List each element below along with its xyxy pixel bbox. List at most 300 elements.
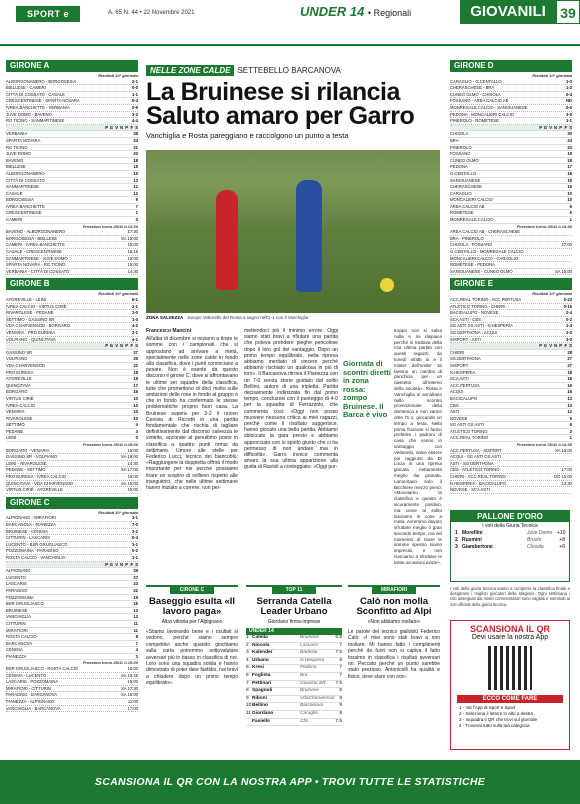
team: VDA CHARVENSOD bbox=[6, 362, 46, 368]
photo-caption: ZONA SALVEZZA Jacopo Vettorello del Rosta a segno nell'1-1 con il Vanchiglia bbox=[146, 315, 309, 320]
standing-row bbox=[450, 151, 572, 158]
player-vote: 9 bbox=[339, 703, 342, 709]
time: 11:00 bbox=[127, 699, 138, 705]
result-row bbox=[6, 98, 138, 105]
result-row bbox=[6, 79, 138, 86]
result-row bbox=[450, 112, 572, 119]
player-club: N.Hesperia bbox=[300, 657, 324, 663]
player-name: Kresi bbox=[252, 665, 264, 671]
team: IVREA CALCIO bbox=[6, 402, 36, 408]
article-byline: Francesco Mancini bbox=[146, 328, 192, 334]
time: 15:00 bbox=[127, 487, 138, 493]
match: BRUINESE - CENISIA bbox=[6, 528, 48, 534]
match: MONCALIERI CALCIO - CARAGLIO bbox=[450, 255, 519, 261]
score: 2-1 bbox=[131, 78, 138, 84]
points: 0 bbox=[135, 217, 138, 223]
time: SA 18:00 bbox=[121, 454, 138, 460]
team: GASSINO SR bbox=[6, 349, 33, 355]
match: SANGIUANESE - CUNEO OLMO bbox=[450, 268, 513, 274]
standing-row bbox=[6, 429, 138, 436]
match: SPARTA NOVARA - RG TICINO bbox=[6, 262, 66, 268]
team: SPARTA NOVARA bbox=[6, 137, 41, 143]
match: PEDONA - MONCALIERI CALCIO bbox=[450, 111, 514, 117]
player-name: Bellino bbox=[252, 703, 268, 709]
section-band: GIOVANILI bbox=[460, 0, 556, 24]
match: BORGARO - VENARIA bbox=[6, 447, 50, 453]
result-row bbox=[6, 515, 138, 522]
next-row bbox=[6, 686, 138, 693]
standing-row bbox=[6, 654, 138, 661]
match: LUCENTO - BSR GRUGLIASCO bbox=[6, 541, 68, 547]
points: 18 bbox=[567, 369, 572, 375]
match: SG ASTI GS ASTI - N.HESPERIA bbox=[450, 323, 513, 329]
top11-row: 6 Foglista Bra 7 bbox=[246, 673, 342, 681]
time: 18:15 bbox=[127, 249, 138, 255]
standing-row bbox=[6, 416, 138, 423]
qr-step: 4 - Troverai tutto sulla tua categoria bbox=[459, 723, 530, 728]
points: 11 bbox=[133, 620, 138, 626]
results-heading: Risultati 10ª giornata bbox=[98, 509, 138, 515]
time: 15:00 bbox=[127, 679, 138, 685]
points: 10 bbox=[567, 190, 572, 196]
points: 4 bbox=[135, 422, 138, 428]
standing-row bbox=[6, 621, 138, 628]
score: 2-1 bbox=[131, 303, 138, 309]
team: BRUINESE bbox=[6, 607, 28, 613]
points: 24 bbox=[133, 137, 138, 143]
match: CITTURIN - LASCARIS bbox=[6, 535, 50, 541]
time: SA 18:00 bbox=[121, 235, 138, 241]
next-row bbox=[6, 706, 138, 713]
result-row bbox=[450, 79, 572, 86]
result-row bbox=[6, 304, 138, 311]
standing-row bbox=[6, 608, 138, 615]
player-name: Spagnoli bbox=[252, 688, 273, 694]
masthead-logo: SPORT e STORY bbox=[16, 6, 80, 22]
standing-row bbox=[6, 138, 138, 145]
match: CBS - ATLETICO TORINO bbox=[450, 467, 500, 473]
standing-row bbox=[6, 171, 138, 178]
points: 16 bbox=[133, 601, 138, 607]
points: 22 bbox=[133, 362, 138, 368]
points: 16 bbox=[567, 382, 572, 388]
time: DO 15:00 bbox=[554, 474, 572, 480]
next-row bbox=[6, 692, 138, 699]
player-vote: 7 bbox=[339, 642, 342, 648]
points: 1 bbox=[135, 210, 138, 216]
player-vote: 7 bbox=[339, 672, 342, 678]
next-row bbox=[450, 454, 572, 461]
player-club: Brushi bbox=[527, 537, 542, 543]
next-row bbox=[450, 448, 572, 455]
match: NOVESE - SCA ASTI bbox=[450, 487, 490, 493]
score: ND bbox=[565, 98, 572, 104]
match: CITTÀ DI COSSATO - CASALE bbox=[6, 91, 65, 97]
standing-row bbox=[450, 217, 572, 224]
result-row bbox=[450, 105, 572, 112]
score: 1-2 bbox=[565, 85, 572, 91]
team: ACC.PERTUSA bbox=[450, 382, 480, 388]
score: 2-0 bbox=[131, 310, 138, 316]
points: 13 bbox=[133, 177, 138, 183]
player-score: +6 bbox=[559, 544, 565, 550]
points: 23 bbox=[133, 581, 138, 587]
box-girone-c: CIRONE C Baseggio esulta «Il lavoro paga» Altra vittoria per l'Alpignano «Stiamo lavorando bene e i risultati si vedono, perché siamo sempre competitivi anche quando giochiamo sulla carta potremmo sottovalutare avversari più in basso in classifica di noi. Loro sono una squadra solida e hanno dimostrato di poter dare fastidio, noi bravi a chiudere dopo un primo tempo equilibrato». bbox=[146, 585, 238, 755]
team: SG ASTI GS ASTI bbox=[450, 422, 484, 428]
result-row bbox=[6, 118, 138, 125]
next-row bbox=[6, 467, 138, 474]
top11-row: 9 Riboni VdaCharvensod 8 bbox=[246, 696, 342, 704]
article-col-3: troppo non si salva nulla e mi dispiace perché si trattava della mia ultima partita con questi ragazzi, da lunedì infatti io e il mister dell'under 15 faremo un cambio di panchina per un riassetto all'interno della società». Rosta e Vanchiglia si annullano nello scontro promozionale della domenica e non vanno oltre l'1-1, giocando un tempo a testa. Nella prima frazione si fanno preferire i padroni di casa che vanno in vantaggio con Vettorello, salvo essere poi raggiunti da Di Lucia in una ripresa giocata nettamente meglio dai granata. Lamentano solo il Bicchiere mezzo pieno: «Muoviamo la classifica e questo è sicuramente positivo, ma come al solito lasciamo le cose a metà. Avremmo dovuto sfruttare meglio il gran secondo tempo, ma nel momento di tirare le somme spesso siamo imprecisi, e non riusciamo a sfruttare le tante occasioni avute». bbox=[394, 328, 442, 565]
standing-row bbox=[6, 581, 138, 588]
player-name: Fasiello bbox=[252, 718, 270, 724]
match: BACIGALUPO - NOVESE bbox=[450, 310, 499, 316]
score: 3-2 bbox=[131, 111, 138, 117]
team: CASALE bbox=[6, 190, 23, 196]
match: CUNEO OLMO - CHISOLA bbox=[450, 91, 501, 97]
results-heading: Risultati 10ª giornata bbox=[532, 73, 572, 78]
time: SA 15:00 bbox=[555, 268, 572, 274]
match: JUVE DOMO - BAVENO bbox=[6, 111, 52, 117]
result-row bbox=[6, 535, 138, 542]
top11-row: 7 Pettinari Gassino SR 7.5 bbox=[246, 681, 342, 689]
points: 27 bbox=[567, 362, 572, 368]
points: 28 bbox=[133, 131, 138, 137]
match: ASTI - SG DERTHONA bbox=[450, 460, 494, 466]
points: 15 bbox=[133, 170, 138, 176]
points: 28 bbox=[567, 349, 572, 355]
next-row bbox=[450, 256, 572, 263]
time: SA 17:00 bbox=[121, 467, 138, 473]
match: ROSTA CALCIO - VANCHIGLIA bbox=[6, 554, 66, 560]
match: VENARIA - PRO EUREKA bbox=[6, 329, 56, 335]
gironeE-title: GIRONE E bbox=[450, 278, 572, 290]
team: ALBORGONANERO bbox=[6, 170, 45, 176]
score: 0-9 bbox=[131, 104, 138, 110]
team: RG TICINO bbox=[6, 144, 28, 150]
standing-row bbox=[450, 204, 572, 211]
standing-row bbox=[6, 356, 138, 363]
match: VDA CHARVENSOD - BORGARO bbox=[6, 323, 71, 329]
player-name: Pettinari bbox=[252, 680, 272, 686]
time: 17:00 bbox=[561, 467, 572, 473]
match: PINEROLO - ROMETESE bbox=[450, 118, 499, 124]
next-row bbox=[6, 242, 138, 249]
standing-row bbox=[450, 164, 572, 171]
standings-header: P G V N P F S bbox=[450, 343, 572, 350]
next-row bbox=[450, 242, 572, 249]
match: SG DERTHONA - ACQUI bbox=[450, 329, 498, 335]
result-row bbox=[450, 310, 572, 317]
result-row bbox=[6, 337, 138, 344]
points: 18 bbox=[133, 369, 138, 375]
ball-figure bbox=[380, 278, 394, 292]
points: 29 bbox=[133, 568, 138, 574]
points: 13 bbox=[133, 614, 138, 620]
standing-row bbox=[450, 210, 572, 217]
next-row bbox=[6, 229, 138, 236]
article-header bbox=[146, 60, 440, 140]
time: 15:00 bbox=[127, 242, 138, 248]
qr-steps bbox=[451, 705, 569, 729]
team: G.CENTALLO bbox=[450, 170, 477, 176]
result-row bbox=[6, 310, 138, 317]
standing-row bbox=[450, 429, 572, 436]
player-score: +10 bbox=[557, 530, 566, 536]
match: CHIERI - ACC.REAL TORINO bbox=[450, 474, 506, 480]
match: FOSSANO - AREA CALCIO AB bbox=[450, 98, 509, 104]
match: PARADISO - BARCANOVA bbox=[6, 692, 58, 698]
team: BORGOSESIA bbox=[6, 197, 34, 203]
team: ALPIGNANO bbox=[6, 568, 31, 574]
points: 16 bbox=[133, 389, 138, 395]
results-heading: Risultati 10ª giornata bbox=[532, 291, 572, 297]
article-col-2: mettendoci più il minimo errore. Oggi siamo stati bravi a rifiutare una partita che poteva prendere pieghe pericolose dopo il loro gol del vantaggio. Dopo un primo tempo equilibrato, nella ripresa abbiamo meritato di vincere perché abbiamo rischiato un qualcosa in più di loro». Il Barcanova ritrova il Pianezza con un 7-0 senza storie guidato dal solito Bellino, autore di una tripletta. Partita decisamente indirizzata fin dal primo tempo, conclusosi con il punteggio di 4-0 per la squadra di Ferrazzolo, che commenta così: «Oggi non posso muovere nessuna critica ai miei ragazzi, perché come il risultato suggerisce, hanno giocato una bella partita. Abbiamo sbloccato la gara presto e abbiamo approcciato con lo spirito giusto che ci ha permesso di non andare mai in difficoltà». Garro invece commenta amaro la sua ultima apparizione alla guida di Ravioli a conteggiato: «Oggi pur- bbox=[244, 328, 338, 471]
standing-row bbox=[450, 158, 572, 165]
match: QUINCITAVA - VDA CHARVENSOD bbox=[6, 480, 74, 486]
match: LASCARIS - POZZOMAINA bbox=[6, 679, 59, 685]
score: 7-0 bbox=[131, 522, 138, 527]
standing-row bbox=[450, 383, 572, 390]
box-title: Baseggio esulta «Il lavoro paga» bbox=[148, 596, 236, 617]
player-vote: 7.5 bbox=[335, 680, 342, 686]
article-subtitle: Vanchiglia e Rosta pareggiano e raccolgono un punto a testa bbox=[146, 131, 349, 140]
match: ACC.REAL TORINO - ACC.PERTUSA bbox=[450, 297, 522, 302]
standing-row bbox=[6, 376, 138, 383]
box-mirafiori: MIRAFIORI Calò non molla Sconfitto ad Alpi «Non abbiamo mollato» Le parole del tecnico gialloblù Federico Calò: «I miei sono stati bravi a non mollare. Mi hanno fatto i complimenti perché da fuori non si capiva il fatto fossimo in classifica i risultati avversari no. Peccato perché un punto sarebbe stato prezioso. Antonicelli ha qualità e fisico, deve stare con noi». bbox=[348, 585, 440, 755]
result-row bbox=[6, 105, 138, 112]
next-row bbox=[6, 448, 138, 455]
result-row bbox=[6, 323, 138, 330]
team: LASCARIS bbox=[6, 581, 27, 587]
team: SCA ASTI bbox=[450, 376, 469, 382]
results-heading: Risultati 10ª giornata bbox=[98, 291, 138, 297]
points: 15 bbox=[567, 177, 572, 183]
points: 20 bbox=[133, 151, 138, 157]
next-row bbox=[6, 474, 138, 481]
team: JUVE DOMO bbox=[6, 151, 31, 157]
points: 27 bbox=[567, 356, 572, 362]
next-row bbox=[450, 487, 572, 494]
qr-code-icon[interactable] bbox=[488, 646, 532, 690]
standing-row bbox=[6, 634, 138, 641]
score: 3-0 bbox=[565, 336, 572, 342]
result-row bbox=[6, 92, 138, 99]
team: ROMETESE bbox=[450, 210, 474, 216]
next-row bbox=[6, 666, 138, 673]
pallone-rows bbox=[451, 530, 569, 551]
match: CENISIA - LUCENTO bbox=[6, 672, 47, 678]
points: 16 bbox=[567, 170, 572, 176]
left-column bbox=[6, 60, 138, 760]
points: 10 bbox=[133, 402, 138, 408]
player-club: VdaCharvensod bbox=[300, 695, 335, 701]
team: CITTÀ DI COSSATO bbox=[6, 177, 45, 183]
team: ROSTA CALCIO bbox=[6, 634, 37, 640]
next-row bbox=[6, 461, 138, 468]
footer-banner: SCANSIONA IL QR CON LA NOSTRA APP • TROVI TUTTE LE STATISTICHE bbox=[0, 760, 580, 804]
match: BSR GRUGLIASCO - ROSTA CALCIO bbox=[6, 666, 79, 672]
points: 10 bbox=[567, 402, 572, 408]
standings-header: P G V N P F S bbox=[6, 562, 138, 569]
points: 19 bbox=[567, 151, 572, 157]
next-heading: Prossimo turno 28/11 h.14:30 bbox=[516, 223, 572, 229]
top11-row: 10 Bellino Barcanova 9 bbox=[246, 703, 342, 711]
standing-row bbox=[6, 158, 138, 165]
points: 22 bbox=[133, 587, 138, 593]
score: 0-2 bbox=[131, 548, 138, 554]
match: ROMETESE - PEDONA bbox=[450, 262, 495, 268]
top11-row: 11 Giordano Caraglio 8 bbox=[246, 711, 342, 719]
standing-row bbox=[6, 403, 138, 410]
next-row bbox=[6, 679, 138, 686]
points: 30 bbox=[567, 131, 572, 137]
pallone-note: I voti della giuria tecnica vanno a comporre la classifica finale e designano i migliori giocatori della stagione. Ogni settimana i voti assegnati dai nostri commentatori sono vagliati e sommati ai voti ufficiali della giuria tecnica. bbox=[450, 586, 570, 607]
team: AREA CALCIO AB bbox=[450, 203, 485, 209]
team: CHISOLA bbox=[450, 131, 469, 137]
result-row bbox=[6, 85, 138, 92]
points: 18 bbox=[133, 376, 138, 382]
team: BARCANOVA bbox=[6, 640, 32, 646]
result-row bbox=[450, 323, 572, 330]
team: VOLPIANO bbox=[6, 356, 28, 362]
score: 0-4 bbox=[131, 535, 138, 541]
next-row bbox=[450, 474, 572, 481]
match: RIVAROLESE - PEDANE bbox=[6, 310, 54, 316]
player-club: Barbisio bbox=[300, 650, 318, 656]
points: 5 bbox=[569, 210, 572, 216]
team: QUINCITAVA bbox=[6, 382, 31, 388]
next-row bbox=[450, 269, 572, 276]
player-red-figure bbox=[216, 190, 238, 290]
issue-info: A. 65 N. 44 • 22 Novembre 2021 bbox=[108, 10, 195, 16]
score: 3-1 bbox=[131, 515, 138, 521]
team: CENISIA bbox=[6, 647, 23, 653]
standing-row bbox=[6, 151, 138, 158]
match: SETTIMO - GASSINO SR bbox=[6, 316, 55, 322]
score: 6-1 bbox=[131, 297, 138, 302]
pallone-doro-box: PALLONE D'ORO I voti della Giuria Tecnica 1 Morellini Juve Domo +10 2 Rusmini Brushi +8 3 Giambertone Chisola +6 bbox=[450, 510, 570, 582]
standing-row bbox=[6, 396, 138, 403]
standing-row bbox=[6, 210, 138, 217]
article-kicker-sub: SETTEBELLO BARCANOVA bbox=[237, 66, 341, 75]
match: AREA CALCIO AB - CHERASCHESE bbox=[450, 229, 521, 235]
qr-step: 2 - Seleziona il lettore in alto a destra bbox=[459, 711, 534, 716]
player-vote: 8 bbox=[339, 688, 342, 694]
match: PIANEZZA - ALPIGNANO bbox=[6, 699, 55, 705]
score: 2-4 bbox=[565, 310, 572, 316]
result-row bbox=[6, 555, 138, 562]
points: 17 bbox=[567, 164, 572, 170]
standing-row bbox=[6, 435, 138, 442]
team: PRO EUREKA bbox=[6, 369, 34, 375]
results-heading: Risultati 10ª giornata bbox=[98, 73, 138, 78]
points: 27 bbox=[133, 349, 138, 355]
player-vote: 7 bbox=[339, 665, 342, 671]
match: ALPIGNANO - MIRAFIORI bbox=[6, 515, 56, 521]
gironeC-title: GIRONE C bbox=[6, 497, 138, 509]
standing-row bbox=[450, 191, 572, 198]
time: 15:00 bbox=[127, 262, 138, 268]
match: IVREA CALCIO - VIRTUS CIRIÈ bbox=[6, 303, 67, 309]
score: 1-4 bbox=[565, 323, 572, 329]
time: 14:30 bbox=[127, 460, 138, 466]
team: CHERASCHESE bbox=[450, 184, 482, 190]
result-row bbox=[450, 304, 572, 311]
qr-box: SCANSIONA IL QR Devi usare la nostra App ECCO COME FARE 1 - Vai l'App di Sport e Sport 2 - Seleziona il lettore in alto a destra 3 - Inquadra il QR che trovi sul giornale 4 - Troverai tutto sulla tua categoria bbox=[450, 620, 570, 750]
standings-header: P G V N P F S bbox=[6, 125, 138, 132]
result-row bbox=[450, 297, 572, 304]
box-top-11: TOP 11 Serranda Catella Leader Urbano Giordano firma-imprese UNDER 14 1 Catella Bruinese 6.5 2 Nincola Lascaris 7 3 Kalender Barbisio 7.5 4 Urbano N.Hesperia 8 5 Kresi Pedona 7 6 Foglista Bra 7 7 Pettinari Gassino SR 7.5 8 Spagnoli Bruinese 8 9 Riboni VdaCharvensod 8 10 Bellino Barcanova 9 11 Giordano Caraglio 8 Fasiello Cbs 7.5 bbox=[246, 585, 342, 755]
standing-row bbox=[450, 389, 572, 396]
match: AYGREVILLE - LEINÌ bbox=[6, 297, 46, 302]
player-club: Gassino SR bbox=[300, 680, 326, 686]
standing-row bbox=[450, 376, 572, 383]
points: 1 bbox=[569, 435, 572, 441]
next-row bbox=[450, 467, 572, 474]
article-title: La Bruinese si rilancia Saluto amaro per Garro bbox=[146, 78, 415, 130]
result-row bbox=[450, 317, 572, 324]
time: 14:30 bbox=[127, 268, 138, 274]
next-heading: Prossimo turno 28/11 h.15:00 bbox=[82, 660, 138, 666]
match: CRESCENTINESE - SPARTA NOVARA bbox=[6, 98, 80, 104]
result-row bbox=[6, 317, 138, 324]
score: 3-2 bbox=[131, 528, 138, 534]
points: 17 bbox=[133, 382, 138, 388]
result-row bbox=[6, 542, 138, 549]
player-name: Giambertone bbox=[462, 544, 493, 550]
standing-row bbox=[450, 184, 572, 191]
standing-row bbox=[450, 435, 572, 442]
result-row bbox=[450, 98, 572, 105]
pull-quote: Giornata di scontri diretti in zona rossa: zompo Bruinese. Il Barca è vivo bbox=[343, 359, 391, 419]
next-row bbox=[6, 262, 138, 269]
standing-row bbox=[6, 595, 138, 602]
result-row bbox=[450, 92, 572, 99]
match: CARAGLIO - G.CENTALLO bbox=[450, 78, 502, 84]
points: 8 bbox=[135, 634, 138, 640]
standing-row bbox=[450, 178, 572, 185]
next-row bbox=[6, 256, 138, 263]
team: CBS bbox=[450, 402, 459, 408]
player-score: +8 bbox=[559, 537, 565, 543]
team: ATLETICO TORINO bbox=[450, 428, 488, 434]
team: IVREA BANCHETTE bbox=[6, 203, 45, 209]
team: CITTURIN bbox=[6, 620, 26, 626]
match: SANMARTINESE - JUVE DOMO bbox=[6, 255, 68, 261]
player-club: Bra bbox=[300, 672, 308, 678]
standing-row bbox=[6, 363, 138, 370]
team: SISPORT bbox=[450, 362, 469, 368]
player-name: Giordano bbox=[252, 710, 274, 716]
points: 13 bbox=[567, 395, 572, 401]
score: 0-4 bbox=[131, 98, 138, 104]
team: VENARIA bbox=[6, 409, 25, 415]
top11-row bbox=[246, 719, 342, 727]
standing-row bbox=[450, 396, 572, 403]
team: ASTI bbox=[450, 409, 460, 415]
top11-row: 1 Catella Bruinese 6.5 bbox=[246, 635, 342, 643]
time: SA 15:00 bbox=[121, 480, 138, 486]
points: 4 bbox=[135, 647, 138, 653]
match: VIRTUS CIRIÈ - AYGREVILLE bbox=[6, 487, 63, 493]
match: ACC.PERTUSA - SISPORT bbox=[450, 447, 502, 453]
time: 15:00 bbox=[127, 255, 138, 261]
result-row bbox=[6, 548, 138, 555]
pallone-row: 2 Rusmini Brushi +8 bbox=[455, 537, 565, 543]
points: 24 bbox=[567, 137, 572, 143]
points: 13 bbox=[133, 607, 138, 613]
